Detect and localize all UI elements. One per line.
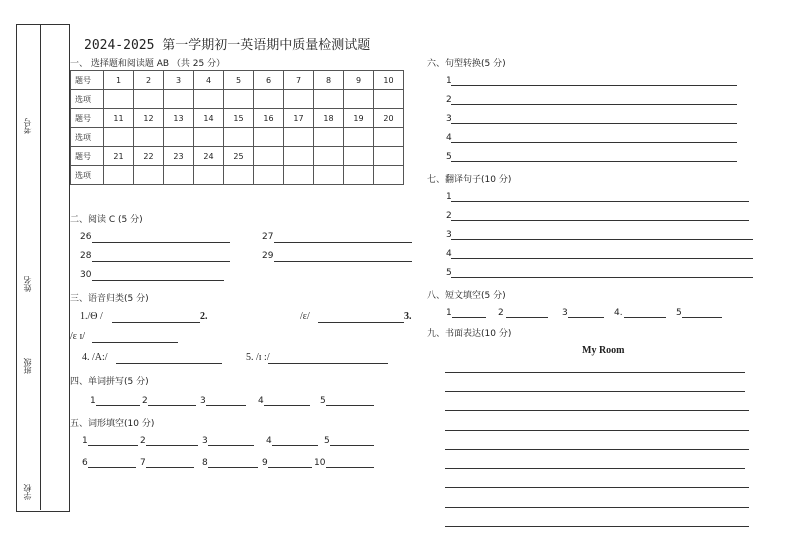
answer-line[interactable] bbox=[451, 161, 737, 162]
essay-line[interactable] bbox=[445, 487, 749, 488]
answer-cell[interactable] bbox=[164, 128, 194, 147]
answer-line[interactable] bbox=[264, 405, 310, 406]
item-number: 4 bbox=[446, 249, 452, 259]
answer-cell[interactable] bbox=[224, 128, 254, 147]
answer-cell[interactable] bbox=[254, 128, 284, 147]
phonetic-3: /ɛ/ bbox=[300, 311, 310, 322]
item-number: 2 bbox=[446, 211, 452, 221]
answer-cell[interactable] bbox=[314, 128, 344, 147]
q-num: 12 bbox=[134, 109, 164, 128]
answer-line[interactable] bbox=[451, 85, 737, 86]
answer-line[interactable] bbox=[92, 242, 230, 243]
answer-cell[interactable] bbox=[194, 128, 224, 147]
answer-line[interactable] bbox=[452, 317, 486, 318]
section6-heading: 六、句型转换(5 分) bbox=[427, 59, 506, 69]
answer-line[interactable] bbox=[326, 405, 374, 406]
answer-cell[interactable] bbox=[194, 90, 224, 109]
answer-cell[interactable] bbox=[134, 166, 164, 185]
item-number: 3 bbox=[446, 230, 452, 240]
section5-heading: 五、词形填空(10 分) bbox=[70, 419, 155, 429]
item-number: 3 bbox=[562, 308, 568, 318]
student-info-box bbox=[16, 24, 70, 512]
answer-line[interactable] bbox=[206, 405, 246, 406]
item-number: 6 bbox=[82, 458, 88, 468]
sidebar-divider bbox=[40, 24, 41, 510]
answer-line[interactable] bbox=[92, 280, 224, 281]
essay-line[interactable] bbox=[445, 468, 745, 469]
section2-heading: 二、阅读 C (5 分) bbox=[70, 215, 143, 225]
answer-line[interactable] bbox=[451, 123, 737, 124]
section4-heading: 四、单词拼写(5 分) bbox=[70, 377, 149, 387]
item-number: 8 bbox=[202, 458, 208, 468]
answer-cell[interactable] bbox=[344, 90, 374, 109]
q-num: 23 bbox=[164, 147, 194, 166]
row-label: 选项 bbox=[71, 90, 104, 109]
answer-line[interactable] bbox=[88, 445, 138, 446]
answer-line[interactable] bbox=[451, 258, 753, 259]
q-num: 11 bbox=[104, 109, 134, 128]
answer-line[interactable] bbox=[146, 467, 194, 468]
phonetic-1: 1./Θ / bbox=[80, 311, 103, 322]
answer-line[interactable] bbox=[208, 445, 254, 446]
answer-cell[interactable] bbox=[314, 166, 344, 185]
item-number: 1 bbox=[446, 308, 452, 318]
answer-cell[interactable] bbox=[284, 128, 314, 147]
answer-line[interactable] bbox=[624, 317, 666, 318]
q-num: 24 bbox=[194, 147, 224, 166]
essay-title: My Room bbox=[582, 345, 625, 356]
phonetic-6: 4. /A:/ bbox=[82, 352, 108, 363]
answer-line[interactable] bbox=[682, 317, 722, 318]
answer-line[interactable] bbox=[451, 277, 753, 278]
item-number: 3 bbox=[446, 114, 452, 124]
essay-line[interactable] bbox=[445, 507, 749, 508]
q-num: 2 bbox=[134, 71, 164, 90]
phonetic-2: 2. bbox=[200, 311, 208, 322]
answer-line[interactable] bbox=[326, 467, 374, 468]
q-num: 9 bbox=[344, 71, 374, 90]
answer-cell[interactable] bbox=[284, 90, 314, 109]
item-number: 9 bbox=[262, 458, 268, 468]
q-num: 10 bbox=[374, 71, 404, 90]
item-number: 30 bbox=[80, 270, 92, 280]
item-number: 4 bbox=[258, 396, 264, 406]
answer-line[interactable] bbox=[88, 467, 136, 468]
answer-line[interactable] bbox=[272, 445, 318, 446]
q-num: 16 bbox=[254, 109, 284, 128]
item-number: 5 bbox=[320, 396, 326, 406]
answer-cell[interactable] bbox=[254, 90, 284, 109]
row-label: 题号 bbox=[71, 147, 104, 166]
section1-heading: 一、 选择题和阅读题 AB （共 25 分） bbox=[70, 59, 226, 69]
section8-heading: 八、短文填空(5 分) bbox=[427, 291, 506, 301]
answer-line[interactable] bbox=[330, 445, 374, 446]
item-number: 29 bbox=[262, 251, 274, 261]
q-num bbox=[254, 147, 284, 166]
q-num: 8 bbox=[314, 71, 344, 90]
answer-line[interactable] bbox=[92, 261, 230, 262]
section3-heading: 三、语音归类(5 分) bbox=[70, 294, 149, 304]
answer-cell[interactable] bbox=[374, 128, 404, 147]
answer-line[interactable] bbox=[208, 467, 258, 468]
q-num: 6 bbox=[254, 71, 284, 90]
row-label: 选项 bbox=[71, 166, 104, 185]
q-num bbox=[344, 147, 374, 166]
answer-cell[interactable] bbox=[374, 166, 404, 185]
name-label: 姓名 bbox=[23, 276, 32, 292]
item-number: 1 bbox=[446, 192, 452, 202]
item-number: 5 bbox=[446, 268, 452, 278]
q-num: 19 bbox=[344, 109, 374, 128]
answer-cell[interactable] bbox=[134, 90, 164, 109]
essay-line[interactable] bbox=[445, 372, 745, 373]
answer-line[interactable] bbox=[274, 261, 412, 262]
section9-heading: 九、书面表达(10 分) bbox=[427, 329, 512, 339]
row-label: 选项 bbox=[71, 128, 104, 147]
item-number: 4. bbox=[614, 308, 623, 318]
answer-cell[interactable] bbox=[344, 128, 374, 147]
answer-cell[interactable] bbox=[374, 90, 404, 109]
essay-line[interactable] bbox=[445, 449, 749, 450]
answer-line[interactable] bbox=[92, 342, 178, 343]
item-number: 1 bbox=[82, 436, 88, 446]
answer-cell[interactable] bbox=[314, 90, 344, 109]
item-number: 5 bbox=[446, 152, 452, 162]
answer-cell[interactable] bbox=[284, 166, 314, 185]
q-num: 3 bbox=[164, 71, 194, 90]
item-number: 2 bbox=[142, 396, 148, 406]
page-title: 2024-2025 第一学期初一英语期中质量检测试题 bbox=[84, 38, 371, 53]
item-number: 2 bbox=[498, 308, 504, 318]
phonetic-4: 3. bbox=[404, 311, 412, 322]
answer-line[interactable] bbox=[451, 142, 737, 143]
item-number: 27 bbox=[262, 232, 274, 242]
answer-line[interactable] bbox=[451, 201, 749, 202]
essay-line[interactable] bbox=[445, 391, 745, 392]
answer-line[interactable] bbox=[451, 220, 749, 221]
q-num: 5 bbox=[224, 71, 254, 90]
section7-heading: 七、翻译句子(10 分) bbox=[427, 175, 512, 185]
essay-line[interactable] bbox=[445, 526, 749, 527]
answer-cell[interactable] bbox=[104, 166, 134, 185]
item-number: 2 bbox=[446, 95, 452, 105]
class-label: 班级 bbox=[23, 358, 32, 374]
answer-grid bbox=[70, 70, 404, 185]
answer-line[interactable] bbox=[146, 445, 198, 446]
item-number: 4 bbox=[266, 436, 272, 446]
item-number: 3 bbox=[200, 396, 206, 406]
answer-cell[interactable] bbox=[164, 166, 194, 185]
answer-line[interactable] bbox=[506, 317, 548, 318]
q-num: 7 bbox=[284, 71, 314, 90]
q-num: 22 bbox=[134, 147, 164, 166]
q-num bbox=[374, 147, 404, 166]
item-number: 1 bbox=[90, 396, 96, 406]
item-number: 3 bbox=[202, 436, 208, 446]
q-num: 1 bbox=[104, 71, 134, 90]
answer-line[interactable] bbox=[268, 363, 388, 364]
item-number: 2 bbox=[140, 436, 146, 446]
q-num: 14 bbox=[194, 109, 224, 128]
item-number: 28 bbox=[80, 251, 92, 261]
q-num: 13 bbox=[164, 109, 194, 128]
item-number: 1 bbox=[446, 76, 452, 86]
answer-cell[interactable] bbox=[164, 90, 194, 109]
answer-line[interactable] bbox=[568, 317, 604, 318]
q-num: 4 bbox=[194, 71, 224, 90]
school-label: 学校 bbox=[23, 484, 32, 500]
answer-line[interactable] bbox=[451, 104, 737, 105]
answer-line[interactable] bbox=[148, 405, 196, 406]
q-num: 18 bbox=[314, 109, 344, 128]
item-number: 5 bbox=[324, 436, 330, 446]
answer-cell[interactable] bbox=[134, 128, 164, 147]
item-number: 10 bbox=[314, 458, 326, 468]
answer-line[interactable] bbox=[451, 239, 753, 240]
answer-cell[interactable] bbox=[104, 90, 134, 109]
q-num: 21 bbox=[104, 147, 134, 166]
q-num bbox=[284, 147, 314, 166]
row-label: 题号 bbox=[71, 109, 104, 128]
answer-line[interactable] bbox=[116, 363, 222, 364]
row-label: 题号 bbox=[71, 71, 104, 90]
answer-cell[interactable] bbox=[104, 128, 134, 147]
exam-number-label: 考号 bbox=[23, 118, 32, 134]
q-num: 17 bbox=[284, 109, 314, 128]
answer-line[interactable] bbox=[318, 322, 404, 323]
q-num bbox=[314, 147, 344, 166]
essay-line[interactable] bbox=[445, 410, 749, 411]
answer-cell[interactable] bbox=[224, 90, 254, 109]
answer-cell[interactable] bbox=[254, 166, 284, 185]
phonetic-7: 5. /ɪ :/ bbox=[246, 352, 270, 363]
answer-line[interactable] bbox=[268, 467, 312, 468]
answer-cell[interactable] bbox=[224, 166, 254, 185]
q-num: 25 bbox=[224, 147, 254, 166]
answer-cell[interactable] bbox=[194, 166, 224, 185]
answer-line[interactable] bbox=[112, 322, 200, 323]
essay-line[interactable] bbox=[445, 430, 749, 431]
answer-cell[interactable] bbox=[344, 166, 374, 185]
item-number: 26 bbox=[80, 232, 92, 242]
answer-line[interactable] bbox=[274, 242, 412, 243]
item-number: 7 bbox=[140, 458, 146, 468]
item-number: 5 bbox=[676, 308, 682, 318]
phonetic-5: /ɛ ɪ/ bbox=[70, 331, 86, 342]
q-num: 15 bbox=[224, 109, 254, 128]
answer-line[interactable] bbox=[96, 405, 140, 406]
item-number: 4 bbox=[446, 133, 452, 143]
q-num: 20 bbox=[374, 109, 404, 128]
